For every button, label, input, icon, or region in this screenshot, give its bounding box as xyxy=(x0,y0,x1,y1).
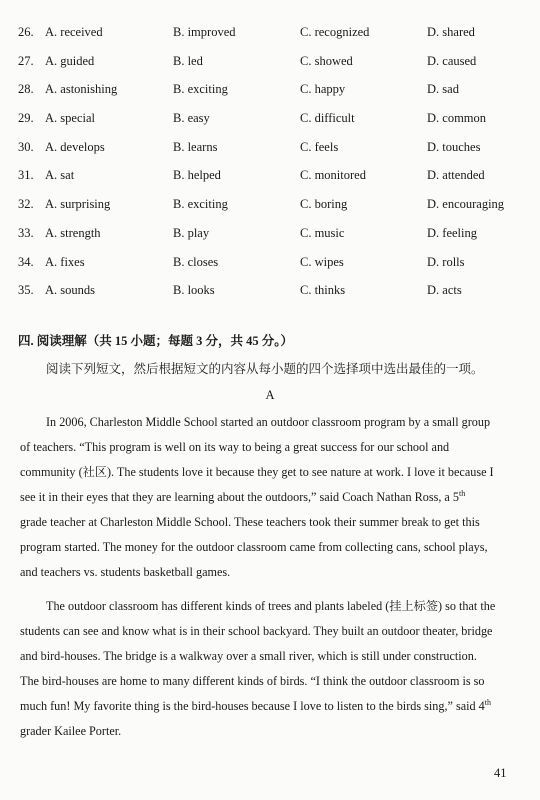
paragraph-line: The bird-houses are home to many different kinds of birds. “I think the outdoor classroom is so xyxy=(20,674,485,688)
option-a: A. strength xyxy=(45,225,101,240)
option-c: C. wipes xyxy=(300,254,344,269)
option-a: A. fixes xyxy=(45,254,85,269)
option-a: A. sounds xyxy=(45,283,96,298)
paragraph-line: students can see and know what is in their school backyard. They built an outdoor theater, bridge xyxy=(20,624,493,638)
option-c: C. recognized xyxy=(300,25,370,39)
option-a: A. develops xyxy=(45,139,105,154)
paragraph-line: program started. The money for the outdoor classroom came from collecting cans, school plays, xyxy=(20,540,488,554)
option-b: B. improved xyxy=(173,25,236,39)
option-b: B. play xyxy=(173,225,210,240)
paragraph-line: grader Kailee Porter. xyxy=(20,724,122,738)
passage-title: A xyxy=(265,388,275,402)
line-text: much fun! My favorite thing is the bird-houses because I love to listen to the birds sing,” said 4 xyxy=(20,699,485,713)
option-a: A. received xyxy=(45,25,103,39)
option-b: B. looks xyxy=(173,283,215,298)
option-d: D. acts xyxy=(427,283,462,298)
option-d: D. encouraging xyxy=(427,197,505,212)
question-number: 29. xyxy=(18,111,34,126)
option-c: C. showed xyxy=(300,53,353,68)
paragraph-line: and teachers vs. students basketball games. xyxy=(20,565,231,579)
option-c: C. happy xyxy=(300,82,346,97)
line-text: see it in their eyes that they are learning about the outdoors,” said Coach Nathan Ross, a 5 xyxy=(20,490,459,504)
ordinal-suffix: th xyxy=(458,488,466,498)
option-a: A. sat xyxy=(45,168,75,183)
option-d: D. attended xyxy=(427,168,485,183)
paragraph-line: grade teacher at Charleston Middle School. These teachers took their summer break to get this xyxy=(20,515,480,529)
option-b: B. led xyxy=(173,53,203,68)
question-number: 28. xyxy=(18,82,34,97)
paragraph-line: community (社区). The students love it because they get to see nature at work. I love it because I xyxy=(20,465,494,479)
paragraph-line xyxy=(20,485,516,510)
ordinal-suffix: th xyxy=(484,697,491,707)
option-c: C. music xyxy=(300,225,345,240)
paragraph-line xyxy=(20,694,516,719)
option-b: B. learns xyxy=(173,139,218,154)
question-number: 34. xyxy=(18,254,34,269)
paragraph-line: of teachers. “This program is well on its way to being a great success for our school and xyxy=(20,440,450,454)
question-number: 31. xyxy=(18,168,34,183)
option-a: A. astonishing xyxy=(45,82,118,97)
passage-paragraph-2 xyxy=(20,594,516,744)
option-c: C. monitored xyxy=(300,168,366,183)
option-d: D. feeling xyxy=(427,225,477,240)
option-d: D. shared xyxy=(427,25,475,39)
question-number: 30. xyxy=(18,139,34,154)
section-heading: 四. 阅读理解（共 15 小题；每题 3 分，共 45 分。） xyxy=(18,334,294,348)
option-b: B. exciting xyxy=(173,82,228,97)
option-c: C. boring xyxy=(300,197,348,212)
paragraph-line: In 2006, Charleston Middle School started an outdoor classroom program by a small group xyxy=(46,415,491,429)
section-instructions: 阅读下列短文，然后根据短文的内容从每小题的四个选择项中选出最佳的一项。 xyxy=(46,362,484,376)
option-c: C. feels xyxy=(300,139,339,154)
question-number: 27. xyxy=(18,53,34,68)
option-d: D. common xyxy=(427,111,487,126)
option-b: B. closes xyxy=(173,254,219,269)
paragraph-line: and bird-houses. The bridge is a walkway over a small river, which is still under construction. xyxy=(20,649,477,663)
option-c: C. difficult xyxy=(300,111,355,126)
option-a: A. surprising xyxy=(45,197,111,212)
option-d: D. sad xyxy=(427,82,459,97)
option-d: D. caused xyxy=(427,53,477,68)
page-number: 41 xyxy=(494,766,507,780)
passage-paragraph-1 xyxy=(20,410,516,585)
option-d: D. touches xyxy=(427,139,481,154)
option-c: C. thinks xyxy=(300,283,346,298)
question-number: 33. xyxy=(18,225,34,240)
question-number: 26. xyxy=(18,25,34,39)
option-b: B. helped xyxy=(173,168,221,183)
option-b: B. easy xyxy=(173,111,210,126)
option-d: D. rolls xyxy=(427,254,465,269)
option-b: B. exciting xyxy=(173,197,228,212)
option-a: A. special xyxy=(45,111,95,126)
paragraph-line: The outdoor classroom has different kinds of trees and plants labeled (挂上标签) so that the xyxy=(46,599,496,613)
option-a: A. guided xyxy=(45,53,95,68)
question-number: 35. xyxy=(18,283,34,298)
question-number: 32. xyxy=(18,197,34,212)
